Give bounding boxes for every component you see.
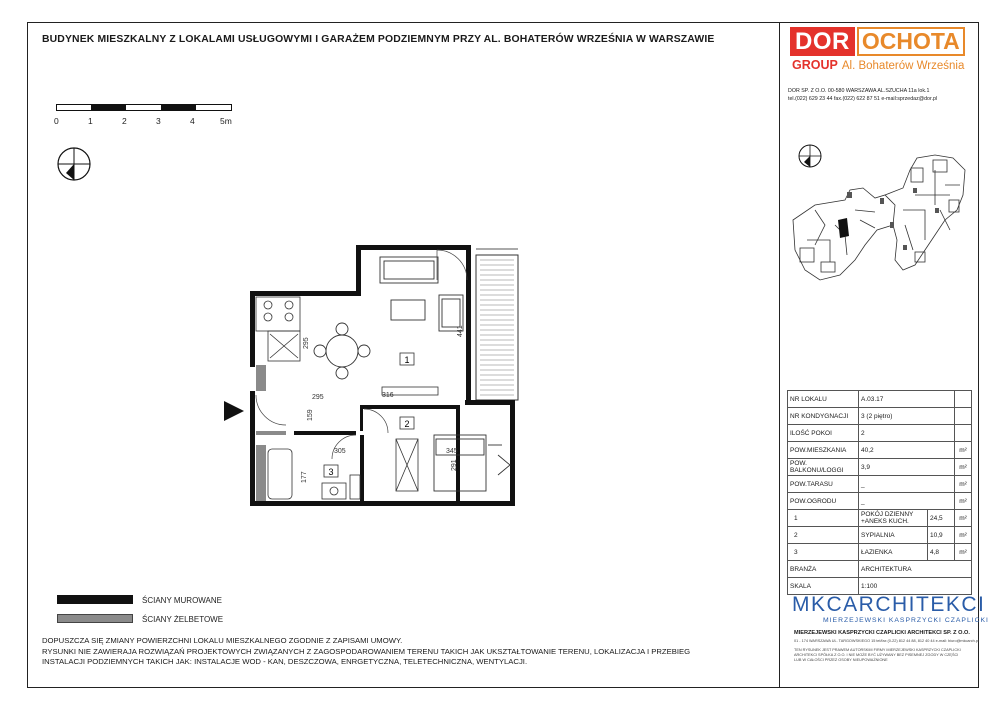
table-row bbox=[788, 561, 972, 578]
north-compass-icon bbox=[56, 146, 92, 182]
sofa bbox=[380, 257, 463, 331]
note-line: RYSUNKI NIE ZAWIERAJA ROZWIĄZAŃ PROJEKTOWYCH ZWIĄZANYCH Z ZAGOSPODAROWANIEM TERENU TAKICH JAK UKSZTAŁTOWANIE TERENU, LOKALIZACJA I PRZEBIEG bbox=[42, 646, 691, 656]
page-title: BUDYNEK MIESZKALNY Z LOKALAMI USŁUGOWYMI I GARAŻEM PODZIEMNYM PRZY AL. BOHATERÓW WRZEŚNIA W WARSZAWIE bbox=[42, 34, 715, 45]
table-value: 40,2 bbox=[859, 442, 955, 459]
masonry-walls bbox=[250, 245, 515, 506]
table-value: 3,9 bbox=[859, 459, 955, 476]
scale-segment bbox=[91, 105, 126, 110]
bed bbox=[434, 435, 510, 491]
table-label: NR KONDYGNACJI bbox=[788, 408, 859, 425]
table-label: SKALA bbox=[788, 578, 859, 595]
architect-firm: MIERZEJEWSKI KASPRZYCKI CZAPLICKI ARCHITEKCI SP. Z O.O. bbox=[794, 630, 970, 636]
logo-group-text: GROUP bbox=[792, 58, 838, 72]
dimension-label: 441 bbox=[457, 325, 464, 337]
dimension-label: 345 bbox=[446, 448, 458, 455]
table-label: NR LOKALU bbox=[788, 391, 859, 408]
note-line: INSTALACJI PODZIEMNYCH TAKICH JAK: INSTALACJE WOD - KAN, DESZCZOWA, ENRGETYCZNA, TELETECHNICZNA, WENTYLACJI. bbox=[42, 657, 528, 666]
table-row bbox=[788, 578, 972, 595]
architect-logo: MKCARCHITEKCI bbox=[792, 593, 986, 616]
table-label: ILOŚĆ POKOI bbox=[788, 425, 859, 442]
room-area: 10,9 bbox=[928, 527, 955, 544]
frame-divider bbox=[779, 22, 780, 688]
logo-dor-text: DOR bbox=[790, 27, 855, 56]
logo-group-line bbox=[792, 58, 964, 72]
table-value: 3 (2 piętro) bbox=[859, 408, 955, 425]
dimension-label: 291 bbox=[451, 459, 458, 471]
table-label: POW.MIESZKANIA bbox=[788, 442, 859, 459]
apartment-floor-plan bbox=[210, 235, 540, 525]
bathroom-fixtures bbox=[268, 449, 360, 499]
scale-segment bbox=[161, 105, 196, 110]
legend-concrete-label: ŚCIANY ŻELBETOWE bbox=[142, 615, 224, 624]
dimension-label: 295 bbox=[303, 337, 310, 349]
balcony bbox=[476, 249, 518, 400]
room-number: 1 bbox=[404, 355, 410, 365]
wardrobe bbox=[396, 439, 418, 491]
room-number: 2 bbox=[404, 419, 410, 429]
table-row bbox=[788, 476, 972, 493]
notes-block bbox=[42, 636, 690, 668]
table-value: _ bbox=[859, 493, 955, 510]
table-value: A.03.17 bbox=[859, 391, 955, 408]
table-value: 1:100 bbox=[859, 578, 972, 595]
room-unit: m² bbox=[955, 544, 972, 561]
room-row bbox=[788, 544, 972, 561]
table-row bbox=[788, 459, 972, 476]
table-row bbox=[788, 442, 972, 459]
logo-subtitle: Al. Bohaterów Września bbox=[841, 60, 965, 72]
room-area: 24,5 bbox=[928, 510, 955, 527]
architect-copyright: ARCHITEKCI SPÓŁKA Z O.O. I NIE MOŻE BYĆ UŻYWANY BEZ PISEMNEJ ZGODY W CZĘŚCI bbox=[794, 653, 959, 657]
dimension-label: 305 bbox=[334, 448, 346, 455]
contact-phone: tel.(022) 629 23 44 fax.(022) 622 87 51 e-mail:sprzedaz@dor.pl bbox=[788, 96, 938, 102]
room-name: SYPIALNIA bbox=[859, 527, 928, 544]
dimension-label: 177 bbox=[301, 471, 308, 483]
dor-ochota-logo bbox=[790, 27, 965, 56]
legend-concrete-swatch bbox=[57, 614, 133, 623]
scale-bar bbox=[56, 104, 232, 111]
logo-ochota-text: OCHOTA bbox=[857, 27, 965, 56]
scale-label: 2 bbox=[122, 116, 127, 126]
unit-info-table bbox=[787, 390, 972, 595]
room-unit: m² bbox=[955, 527, 972, 544]
table-value: _ bbox=[859, 476, 955, 493]
table-label: POW.TARASU bbox=[788, 476, 859, 493]
note-line: DOPUSZCZA SIĘ ZMIANY POWIERZCHNI LOKALU MIESZKALNEGO ZGODNIE Z ZAPISAMI UMOWY. bbox=[42, 636, 403, 645]
room-no: 3 bbox=[788, 544, 859, 561]
table-row bbox=[788, 391, 972, 408]
table-unit: m² bbox=[955, 442, 972, 459]
scale-label: 0 bbox=[54, 116, 59, 126]
concrete-walls bbox=[256, 365, 286, 501]
scale-label: 3 bbox=[156, 116, 161, 126]
table-unit: m² bbox=[955, 476, 972, 493]
room-number: 3 bbox=[328, 467, 334, 477]
table-label: POW. BALKONU/LOGGI bbox=[788, 459, 859, 476]
table-value: 2 bbox=[859, 425, 955, 442]
building-key-plan bbox=[785, 150, 970, 290]
architect-copyright: LUB W CAŁOŚCI PRZEZ OSOBY NIEUPOWAŻNIONE bbox=[794, 658, 888, 662]
legend-masonry-swatch bbox=[57, 595, 133, 604]
architect-address: 01 - 174 WARSZAWA UL. TARGOWSKIEGO 15 tel/fax (0-22) 812 44 88, 812 40 44 e-mail: biuro@mkcarch.pl bbox=[794, 639, 979, 643]
scale-label: 4 bbox=[190, 116, 195, 126]
dining-table bbox=[314, 323, 370, 379]
table-row bbox=[788, 425, 972, 442]
dimension-label: 159 bbox=[307, 409, 314, 421]
architect-copyright: TEN RYSUNEK JEST PRAWEM AUTORSKIM FIRMY MIERZEJEWSKI KASPRZYCKI CZAPLICKI bbox=[794, 648, 961, 652]
table-label: BRANŻA bbox=[788, 561, 859, 578]
scale-label: 5m bbox=[220, 116, 232, 126]
room-name: POKÓJ DZIENNY +ANEKS KUCH. bbox=[859, 510, 928, 527]
table-unit: m² bbox=[955, 459, 972, 476]
room-unit: m² bbox=[955, 510, 972, 527]
room-no: 2 bbox=[788, 527, 859, 544]
table-row bbox=[788, 493, 972, 510]
table-value: ARCHITEKTURA bbox=[859, 561, 972, 578]
table-unit bbox=[955, 408, 972, 425]
table-label: POW.OGRODU bbox=[788, 493, 859, 510]
room-name: ŁAZIENKA bbox=[859, 544, 928, 561]
contact-address: DOR SP. Z O.O. 00-580 WARSZAWA AL.SZUCHA 11a lok.1 bbox=[788, 88, 930, 94]
dimension-label: 316 bbox=[382, 392, 394, 399]
dimension-label: 295 bbox=[312, 394, 324, 401]
table-unit bbox=[955, 425, 972, 442]
room-row bbox=[788, 527, 972, 544]
legend-masonry-label: ŚCIANY MUROWANE bbox=[142, 596, 223, 605]
table-row bbox=[788, 408, 972, 425]
room-area: 4,8 bbox=[928, 544, 955, 561]
scale-label: 1 bbox=[88, 116, 93, 126]
table-unit bbox=[955, 391, 972, 408]
room-row bbox=[788, 510, 972, 527]
entrance-arrow-icon bbox=[224, 401, 244, 421]
table-unit: m² bbox=[955, 493, 972, 510]
kitchen-counter bbox=[256, 297, 300, 361]
room-no: 1 bbox=[788, 510, 859, 527]
architect-subtitle: MIERZEJEWSKI KASPRZYCKI CZAPLICKI bbox=[823, 617, 989, 624]
